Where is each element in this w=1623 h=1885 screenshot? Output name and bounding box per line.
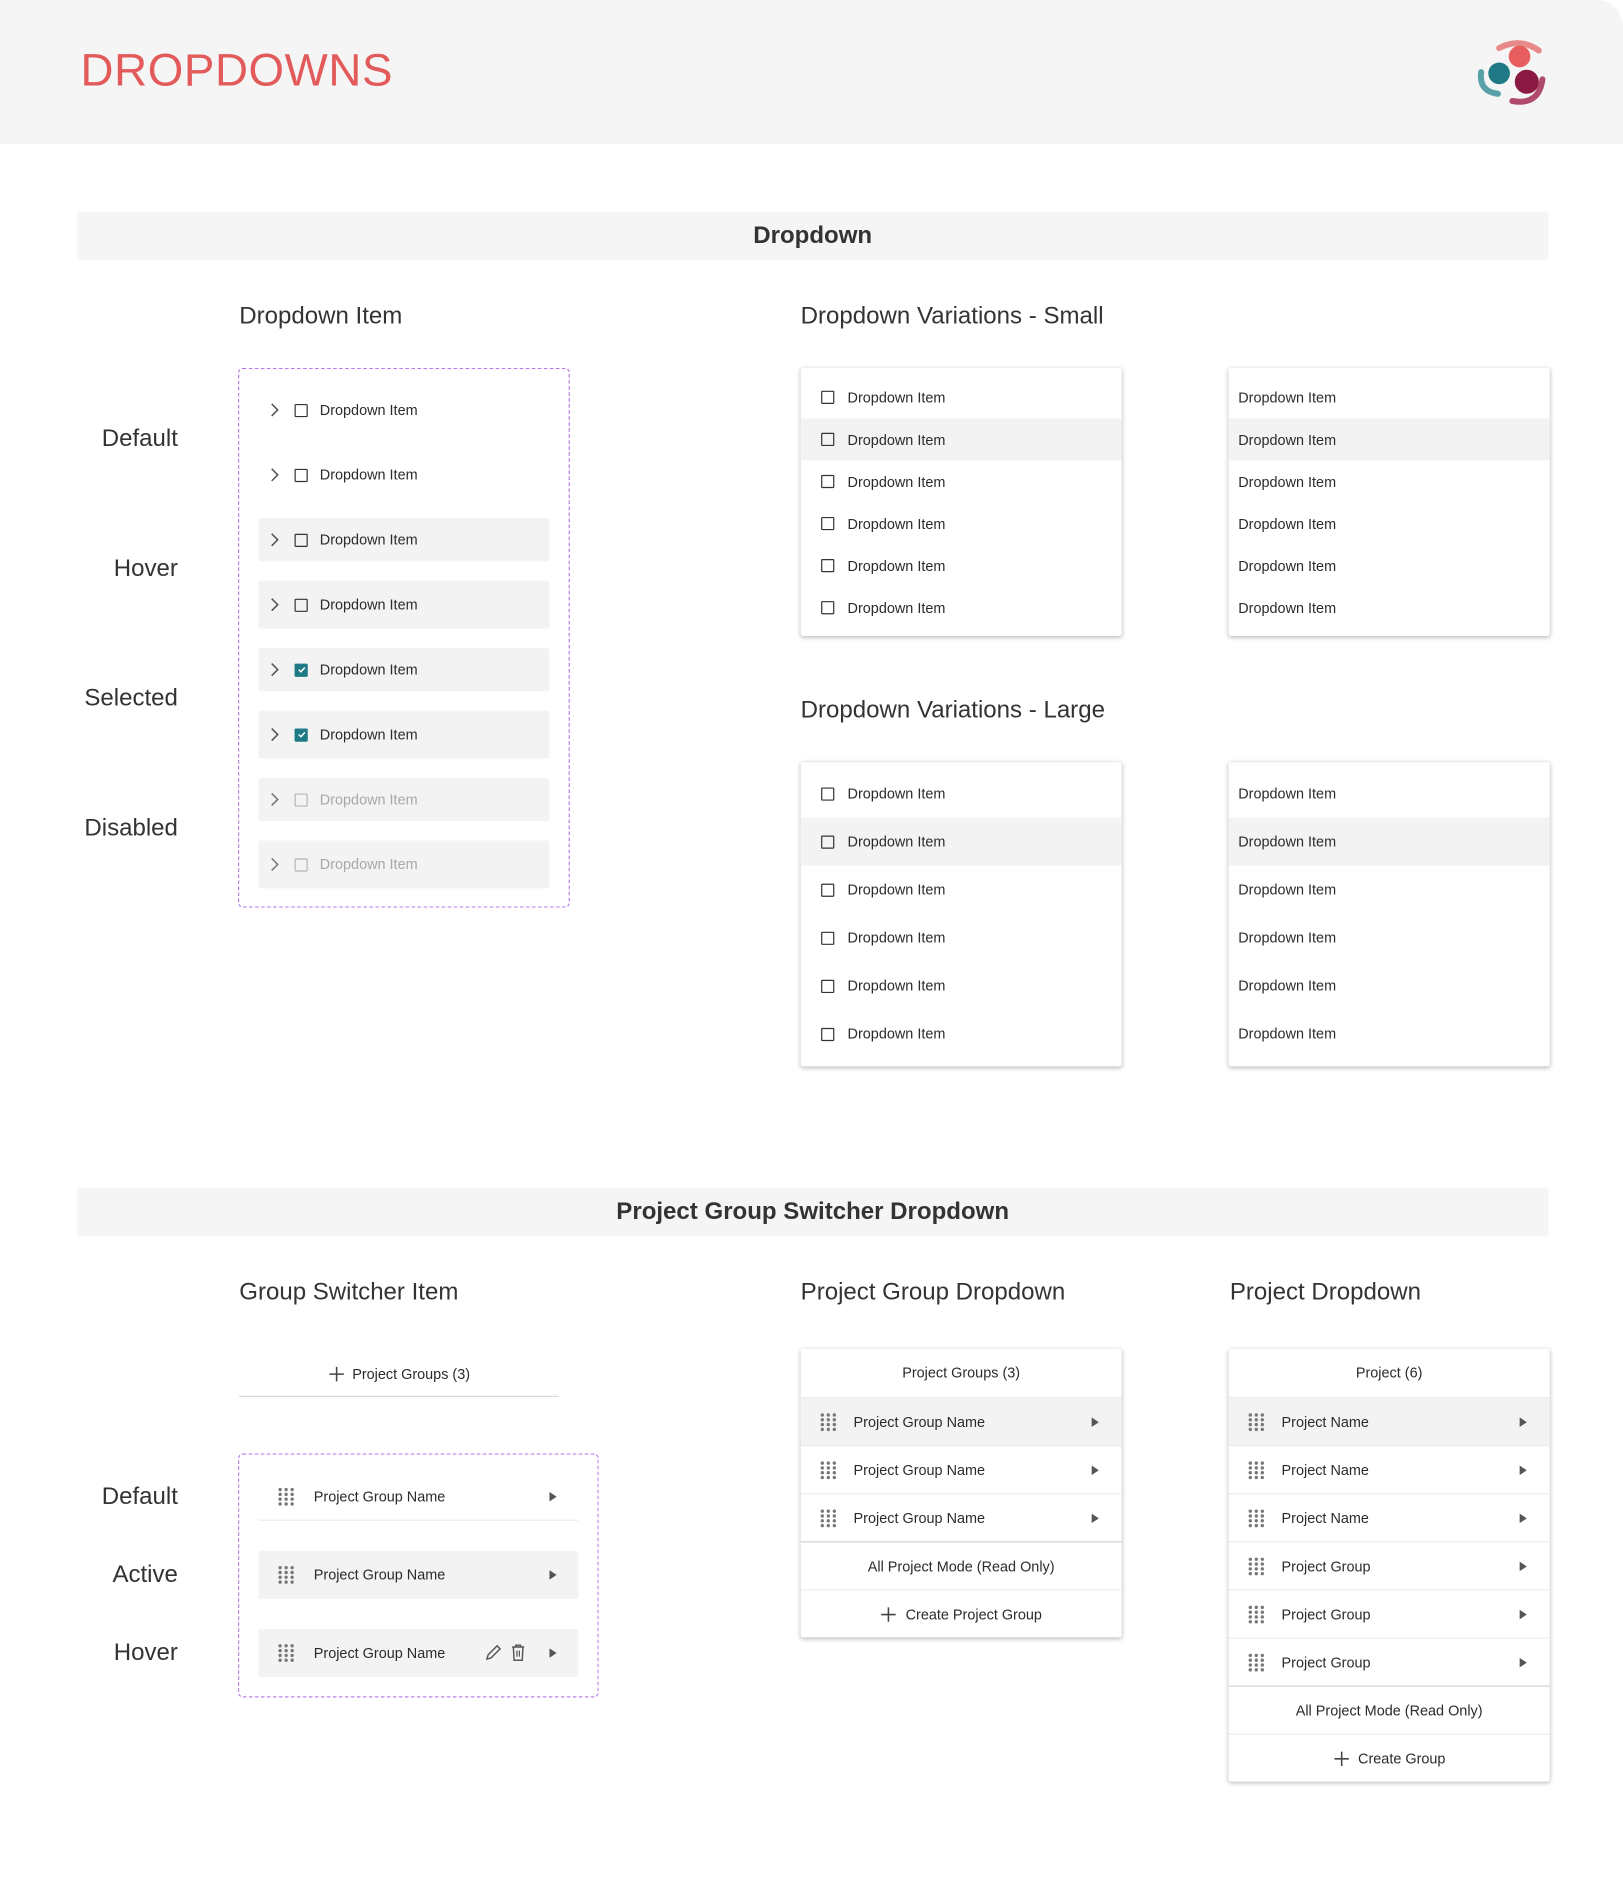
dropdown-option[interactable]	[1229, 545, 1550, 587]
project-group-label: Project Group Name	[853, 1509, 986, 1527]
state-label-hover: Hover	[113, 555, 178, 582]
dropdown-option-label: Dropdown Item	[1238, 515, 1337, 532]
dropdown-item-label: Dropdown Item	[319, 596, 418, 614]
chevron-right-icon[interactable]	[268, 403, 280, 417]
dropdown-option[interactable]	[1229, 418, 1550, 460]
dropdown-small-text	[1229, 368, 1550, 636]
dropdown-item-label: Dropdown Item	[319, 466, 418, 484]
dropdown-item-label: Dropdown Item	[319, 791, 418, 808]
dropdown-option[interactable]	[1229, 914, 1550, 962]
state-label-hover: Hover	[113, 1639, 178, 1667]
project-groups-add-row[interactable]	[239, 1351, 559, 1397]
dropdown-option-label: Dropdown Item	[1238, 557, 1337, 575]
create-group-label: Create Group	[1358, 1749, 1446, 1767]
caret-right-icon[interactable]	[1092, 1465, 1099, 1475]
project-label: Project Group	[1281, 1605, 1371, 1623]
drag-grip-icon[interactable]	[1248, 1556, 1265, 1575]
group-switcher-label: Project Group Name	[313, 1644, 446, 1662]
dropdown-option[interactable]	[801, 866, 1122, 914]
drag-grip-icon[interactable]	[820, 1508, 837, 1527]
checkbox-icon[interactable]	[821, 835, 834, 848]
dropdown-item-disabled	[258, 840, 549, 888]
plus-icon[interactable]	[1333, 1750, 1350, 1767]
project-label: Project Name	[1281, 1413, 1369, 1431]
dropdown-option-label: Dropdown Item	[847, 515, 946, 532]
project-group-row[interactable]	[801, 1493, 1122, 1541]
checkbox-icon[interactable]	[821, 433, 834, 446]
checkbox-icon[interactable]	[295, 533, 308, 546]
dropdown-option-label: Dropdown Item	[847, 977, 946, 995]
chevron-right-icon[interactable]	[268, 533, 280, 547]
dropdown-option-label: Dropdown Item	[847, 473, 946, 490]
dropdown-option-label: Dropdown Item	[847, 881, 946, 899]
checkbox-icon[interactable]	[821, 475, 834, 488]
drag-grip-icon[interactable]	[278, 1565, 295, 1584]
group-switcher-states-frame	[238, 1453, 599, 1697]
project-group-dropdown-title: Project Groups (3)	[902, 1364, 1021, 1382]
dropdown-small-checkbox	[801, 368, 1122, 636]
variations-small-heading: Dropdown Variations - Small	[800, 302, 1104, 330]
dropdown-option-label: Dropdown Item	[1238, 833, 1337, 850]
dropdown-item-hover[interactable]	[258, 581, 549, 629]
drag-grip-icon[interactable]	[820, 1412, 837, 1431]
checkbox-icon[interactable]	[821, 787, 834, 800]
drag-grip-icon[interactable]	[1248, 1508, 1265, 1527]
dropdown-option-label: Dropdown Item	[847, 430, 946, 448]
caret-right-icon[interactable]	[549, 1570, 556, 1580]
checkbox-icon[interactable]	[821, 931, 834, 944]
dropdown-item-states-frame	[238, 368, 570, 908]
dropdown-option[interactable]	[1229, 503, 1550, 545]
project-row[interactable]	[1229, 1445, 1550, 1493]
project-group-label: Project Group Name	[853, 1413, 986, 1431]
read-only-mode-label: All Project Mode (Read Only)	[867, 1557, 1055, 1575]
dropdown-option-label: Dropdown Item	[1238, 929, 1337, 947]
state-label-selected: Selected	[84, 685, 178, 712]
project-dropdown-title: Project (6)	[1355, 1364, 1423, 1382]
drag-grip-icon[interactable]	[278, 1643, 295, 1662]
group-switcher-item-hover[interactable]	[258, 1629, 578, 1677]
dropdown-option[interactable]	[1229, 962, 1550, 1010]
dropdown-option[interactable]	[801, 769, 1122, 817]
dropdown-option-label: Dropdown Item	[847, 557, 946, 575]
caret-right-icon[interactable]	[1520, 1562, 1527, 1572]
group-switcher-label: Project Group Name	[313, 1566, 446, 1584]
caret-right-icon[interactable]	[1520, 1465, 1527, 1475]
dropdown-option[interactable]	[1229, 460, 1550, 502]
project-row[interactable]	[1229, 1397, 1550, 1445]
drag-grip-icon[interactable]	[1248, 1412, 1265, 1431]
dropdown-item-label: Dropdown Item	[319, 401, 418, 419]
project-group-dropdown-heading: Project Group Dropdown	[800, 1279, 1066, 1306]
dropdown-option[interactable]	[1229, 769, 1550, 817]
section-switcher: Project Group Switcher Dropdown	[77, 1188, 1548, 1236]
logo-icon	[1476, 38, 1546, 108]
dropdown-item-label: Dropdown Item	[319, 661, 418, 679]
checkbox-icon	[295, 858, 308, 871]
dropdown-option-label: Dropdown Item	[847, 929, 946, 947]
project-group-row[interactable]	[801, 1445, 1122, 1493]
chevron-right-icon[interactable]	[268, 468, 280, 482]
project-row[interactable]	[1229, 1541, 1550, 1589]
pencil-icon[interactable]	[484, 1643, 502, 1661]
dropdown-option-label: Dropdown Item	[847, 833, 946, 850]
chevron-right-icon	[268, 792, 280, 806]
checkbox-icon[interactable]	[821, 979, 834, 992]
dropdown-item-default[interactable]	[258, 453, 549, 496]
dropdown-option-label: Dropdown Item	[1238, 977, 1337, 995]
dropdown-item-heading: Dropdown Item	[239, 302, 403, 330]
chevron-right-icon[interactable]	[268, 727, 280, 741]
project-group-row[interactable]	[801, 1397, 1122, 1445]
dropdown-item-hover[interactable]	[258, 518, 549, 561]
create-project-group-label: Create Project Group	[905, 1605, 1042, 1623]
dropdown-option-label: Dropdown Item	[847, 388, 946, 406]
checkbox-checked-icon[interactable]	[295, 728, 308, 741]
dropdown-option[interactable]	[1229, 866, 1550, 914]
project-dropdown-heading: Project Dropdown	[1229, 1279, 1421, 1306]
checkbox-icon	[295, 793, 308, 806]
dropdown-option-label: Dropdown Item	[1238, 430, 1337, 448]
caret-right-icon[interactable]	[1092, 1417, 1099, 1427]
dropdown-option[interactable]	[1229, 817, 1550, 865]
drag-grip-icon[interactable]	[1248, 1604, 1265, 1623]
dropdown-item-selected[interactable]	[258, 711, 549, 759]
checkbox-icon[interactable]	[821, 517, 834, 530]
trash-icon[interactable]	[511, 1643, 525, 1661]
create-group-button[interactable]	[1229, 1734, 1550, 1782]
section-dropdown: Dropdown	[77, 212, 1548, 260]
dropdown-item-label: Dropdown Item	[319, 531, 418, 549]
dropdown-option[interactable]	[1229, 376, 1550, 418]
page-title: DROPDOWNS	[80, 45, 394, 97]
group-switcher-item-active[interactable]	[258, 1551, 578, 1599]
plus-icon[interactable]	[880, 1606, 897, 1623]
dropdown-option-label: Dropdown Item	[847, 599, 946, 617]
group-switcher-label: Project Group Name	[313, 1487, 446, 1505]
dropdown-option[interactable]	[801, 817, 1122, 865]
caret-right-icon[interactable]	[1520, 1658, 1527, 1668]
dropdown-option[interactable]	[801, 962, 1122, 1010]
caret-right-icon[interactable]	[549, 1492, 556, 1502]
project-row[interactable]	[1229, 1589, 1550, 1637]
project-dropdown	[1229, 1349, 1550, 1782]
dropdown-item-label: Dropdown Item	[319, 726, 418, 743]
checkbox-checked-icon[interactable]	[295, 663, 308, 676]
read-only-mode-option[interactable]	[1229, 1685, 1550, 1733]
dropdown-option[interactable]	[801, 418, 1122, 460]
drag-grip-icon[interactable]	[278, 1487, 295, 1506]
checkbox-icon[interactable]	[295, 403, 308, 416]
caret-right-icon[interactable]	[1092, 1514, 1099, 1524]
read-only-mode-label: All Project Mode (Read Only)	[1295, 1701, 1483, 1719]
dropdown-option-label: Dropdown Item	[1238, 388, 1337, 406]
project-label: Project Name	[1281, 1461, 1369, 1479]
read-only-mode-option[interactable]	[801, 1541, 1122, 1589]
checkbox-icon[interactable]	[295, 598, 308, 611]
dropdown-item-label: Dropdown Item	[319, 855, 418, 873]
drag-grip-icon[interactable]	[1248, 1652, 1265, 1671]
dropdown-option-label: Dropdown Item	[1238, 881, 1337, 899]
checkbox-icon[interactable]	[821, 559, 834, 572]
project-label: Project Group	[1281, 1653, 1371, 1671]
checkbox-icon[interactable]	[821, 883, 834, 896]
chevron-right-icon	[268, 857, 280, 871]
dropdown-option[interactable]	[801, 1010, 1122, 1058]
caret-right-icon[interactable]	[549, 1648, 556, 1658]
caret-right-icon[interactable]	[1520, 1417, 1527, 1427]
dropdown-option[interactable]	[801, 376, 1122, 418]
project-group-label: Project Group Name	[853, 1461, 986, 1479]
dropdown-large-checkbox	[801, 762, 1122, 1066]
dropdown-option[interactable]	[801, 545, 1122, 587]
dropdown-option-label: Dropdown Item	[847, 1025, 946, 1043]
project-label: Project Name	[1281, 1509, 1369, 1527]
caret-right-icon[interactable]	[1520, 1514, 1527, 1524]
group-switcher-heading: Group Switcher Item	[239, 1279, 459, 1306]
dropdown-option[interactable]	[801, 587, 1122, 629]
dropdown-option[interactable]	[801, 460, 1122, 502]
dropdown-option-label: Dropdown Item	[1238, 473, 1337, 490]
dropdown-option-label: Dropdown Item	[1238, 1025, 1337, 1043]
project-row[interactable]	[1229, 1637, 1550, 1685]
checkbox-icon[interactable]	[295, 468, 308, 481]
project-row[interactable]	[1229, 1493, 1550, 1541]
group-switcher-item-default[interactable]	[258, 1473, 578, 1521]
chevron-right-icon[interactable]	[268, 597, 280, 611]
checkbox-icon[interactable]	[821, 391, 834, 404]
checkbox-icon[interactable]	[821, 601, 834, 614]
dropdown-option[interactable]	[1229, 587, 1550, 629]
state-label-disabled: Disabled	[84, 815, 178, 842]
drag-grip-icon[interactable]	[1248, 1460, 1265, 1479]
state-label-default: Default	[101, 1483, 178, 1510]
caret-right-icon[interactable]	[1520, 1610, 1527, 1620]
project-group-dropdown	[801, 1349, 1122, 1638]
state-label-active: Active	[112, 1561, 178, 1589]
plus-icon[interactable]	[328, 1365, 345, 1382]
dropdown-item-default[interactable]	[258, 388, 549, 431]
variations-large-heading: Dropdown Variations - Large	[800, 697, 1105, 724]
dropdown-option[interactable]	[801, 914, 1122, 962]
dropdown-large-text	[1229, 762, 1550, 1066]
chevron-right-icon[interactable]	[268, 662, 280, 676]
create-project-group-button[interactable]	[801, 1589, 1122, 1637]
dropdown-item-selected[interactable]	[258, 648, 549, 691]
dropdown-option[interactable]	[801, 503, 1122, 545]
dropdown-option-label: Dropdown Item	[1238, 599, 1337, 617]
dropdown-option-label: Dropdown Item	[847, 785, 946, 802]
state-label-default: Default	[101, 425, 178, 453]
checkbox-icon[interactable]	[821, 1027, 834, 1040]
project-groups-add-label: Project Groups (3)	[352, 1365, 471, 1382]
dropdown-option-label: Dropdown Item	[1238, 785, 1337, 802]
drag-grip-icon[interactable]	[820, 1460, 837, 1479]
project-label: Project Group	[1281, 1557, 1371, 1575]
dropdown-item-disabled	[258, 778, 549, 821]
dropdown-option[interactable]	[1229, 1010, 1550, 1058]
